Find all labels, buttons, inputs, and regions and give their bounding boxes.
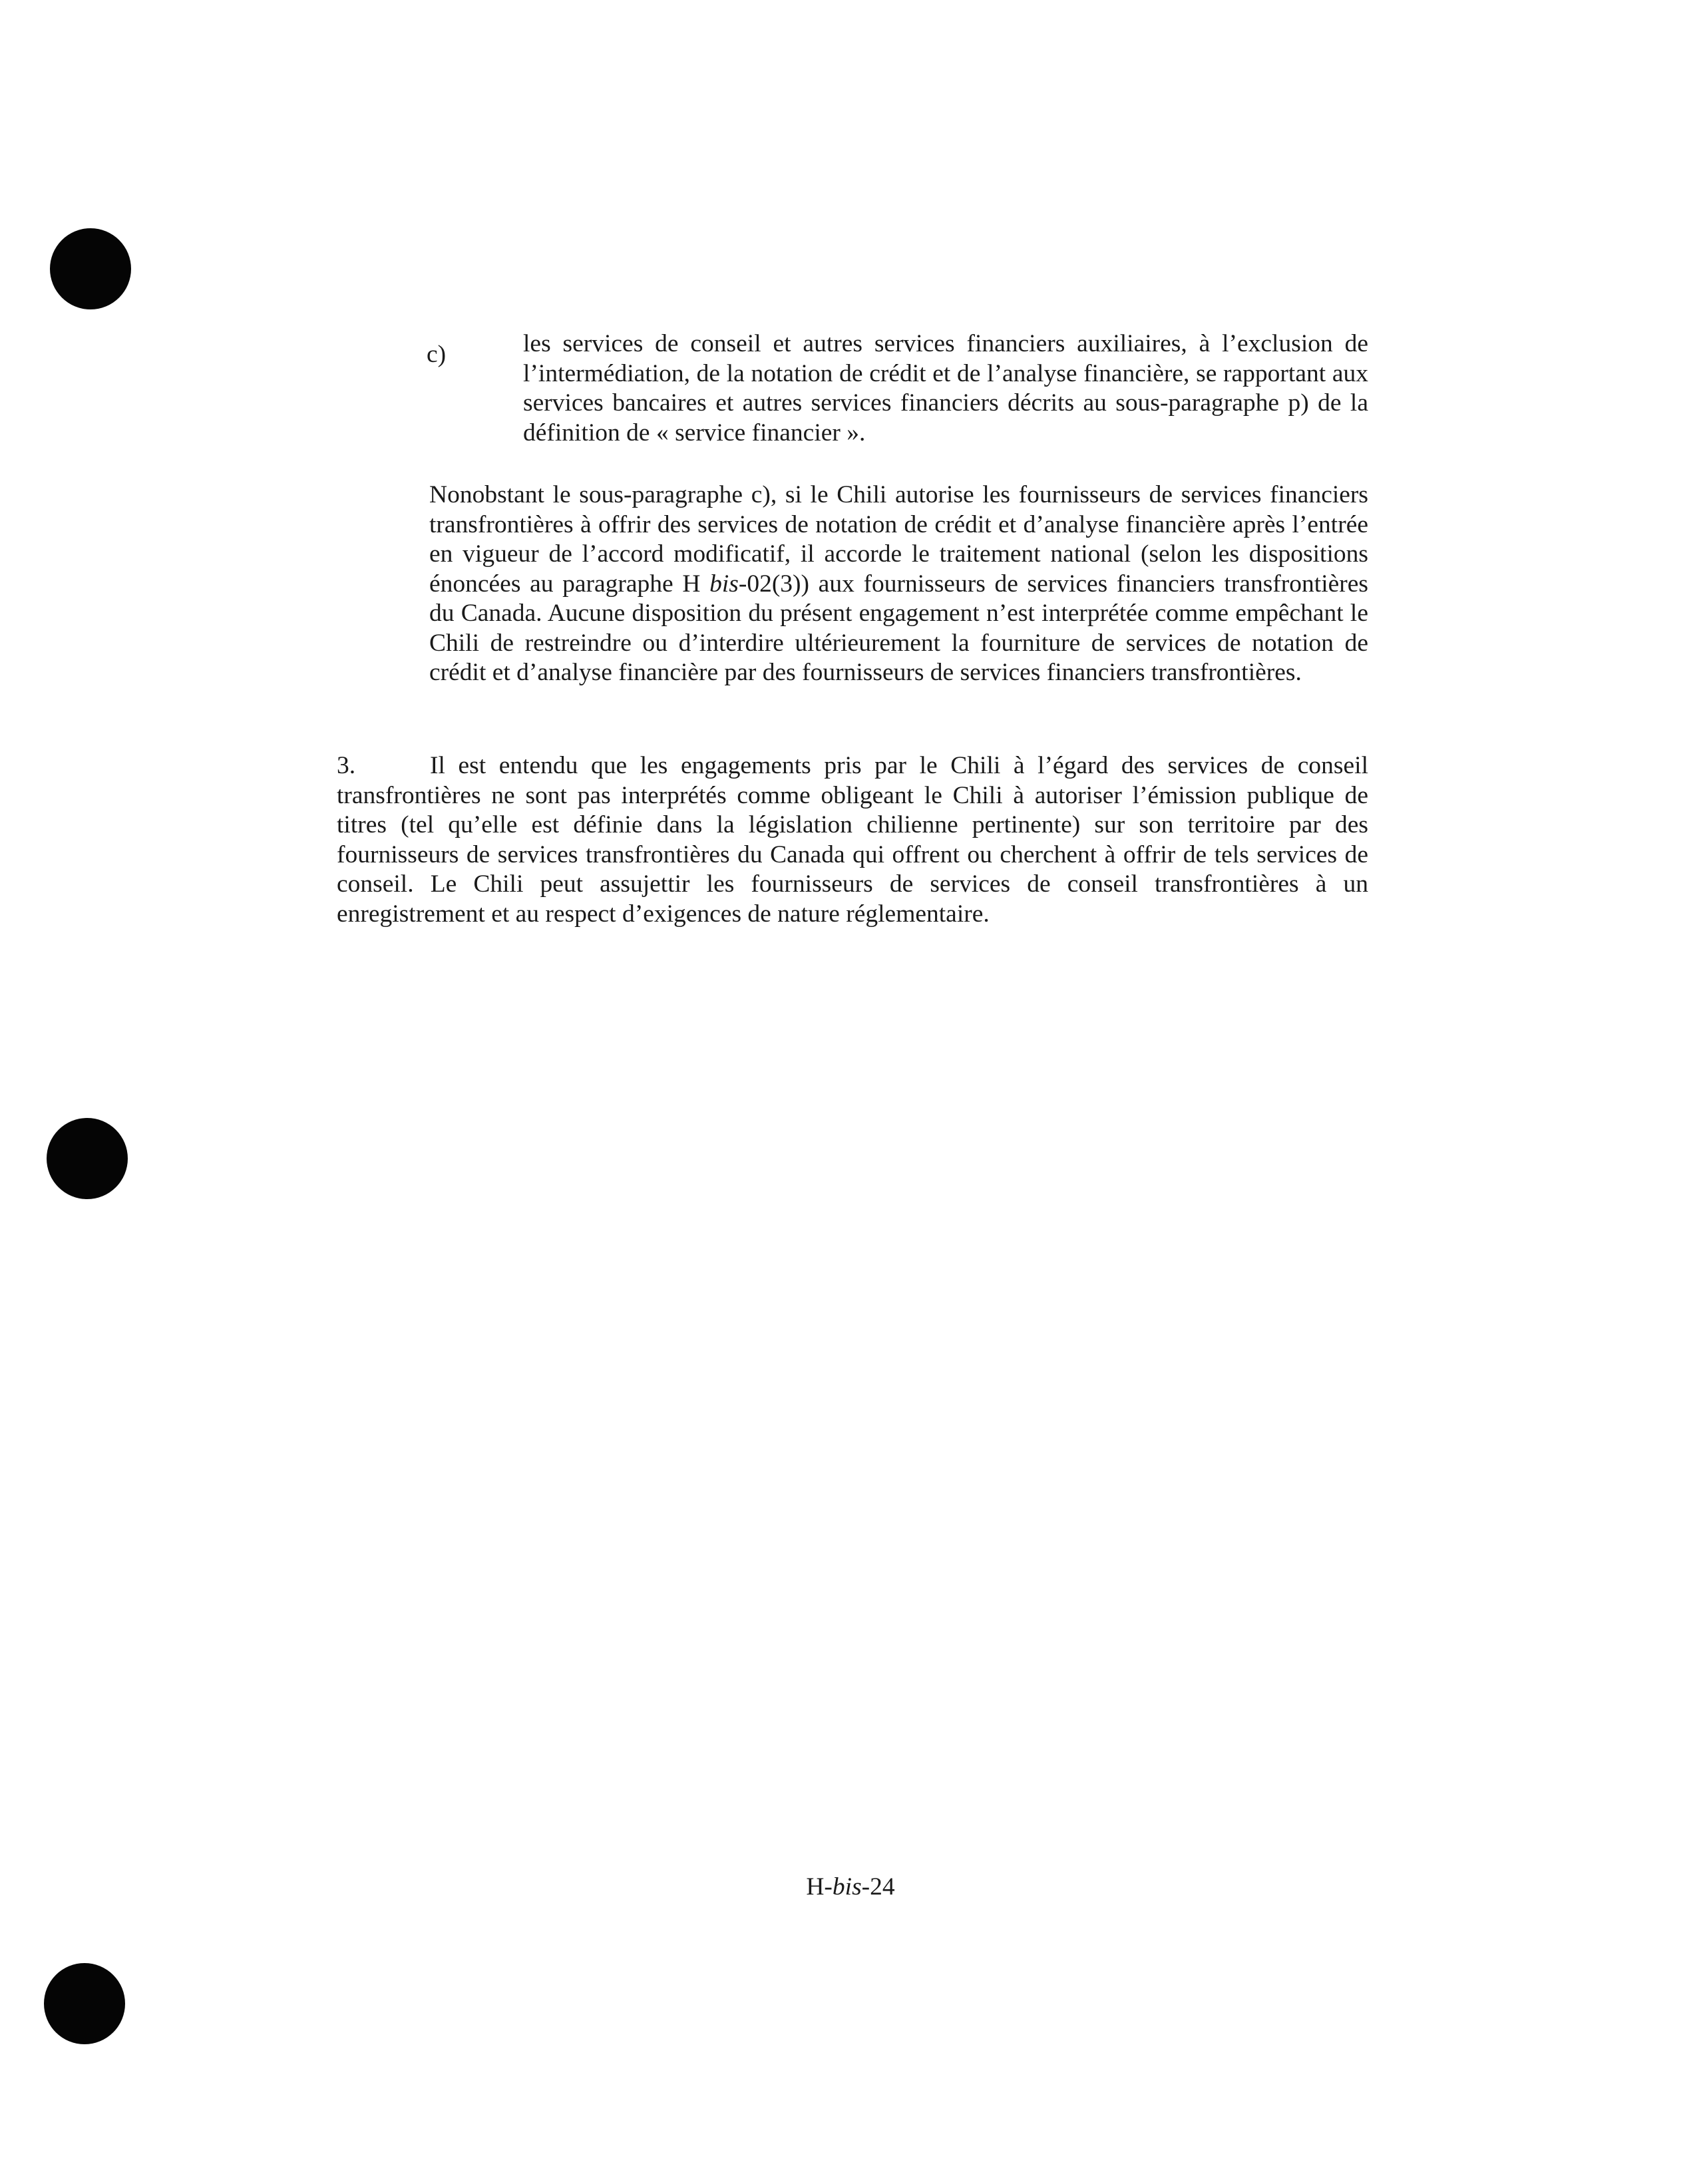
item-c-label: c) [427,341,447,368]
page-number-suffix: -24 [861,1873,895,1901]
notwithstanding-part1: Nonobstant le sous-paragraphe c), si le Chili autorise les fournisseurs de services financiers transfrontières à offrir des services de notation de crédit et d’analyse financière après l’entrée en vigueur de l’accord modificatif, il accorde le traitement national (selon les dispositions énoncées au paragraphe H [429,481,1368,598]
item-c-text: les services de conseil et autres services financiers auxiliaires, à l’exclusion de l’intermédiation, de la notation de crédit et de l’analyse financière, se rapportant aux services bancaires et autres services financiers décrits au sous-paragraphe p) de la définition de « service financier ». [523,330,1368,447]
page-number [0,1873,1701,1903]
page-number-prefix: H- [806,1873,833,1901]
paragraph-3 [337,751,1368,929]
punch-hole-middle [47,1118,128,1199]
paragraph-3-number: 3. [337,752,356,779]
notwithstanding-part2: -02(3)) aux fournisseurs de services financiers transfrontières du Canada. Aucune disposition du présent engagement n’est interprétée comme empêchant le Chili de restreindre ou d’interdire ultérieurement la fourniture de services de notation de crédit et d’analyse financière par des fournisseurs de services financiers transfrontières. [429,570,1368,686]
notwithstanding-paragraph [429,480,1368,688]
page-number-italic: bis [832,1873,862,1901]
paragraph-3-text: Il est entendu que les engagements pris par le Chili à l’égard des services de conseil transfrontières ne sont pas interprétés comme obligeant le Chili à autoriser l’émission publique de titres (tel qu’elle est définie dans la législation chilienne pertinente) sur son territoire par des fournisseurs de services transfrontières du Canada qui offrent ou cherchent à offrir de tels services de conseil. Le Chili peut assujettir les fournisseurs de services de conseil transfrontières à un enregistrement et au respect d’exigences de nature réglementaire. [337,752,1368,928]
punch-hole-top [50,228,131,309]
punch-hole-bottom [44,1963,125,2044]
notwithstanding-italic: bis [709,570,739,598]
